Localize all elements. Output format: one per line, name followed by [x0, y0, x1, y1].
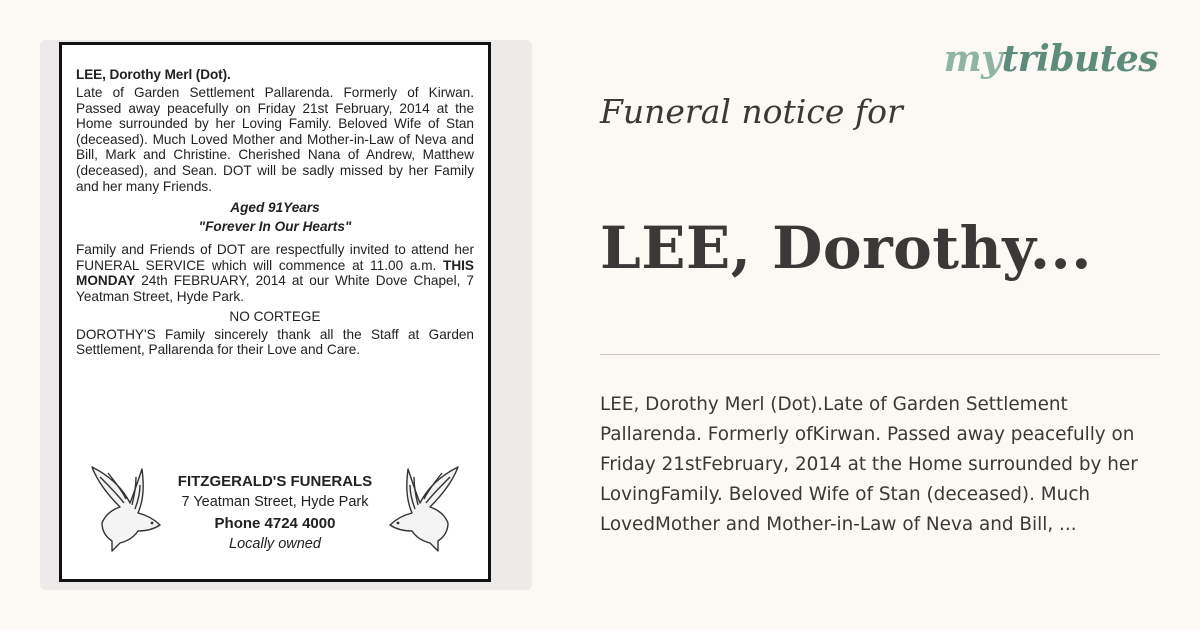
deceased-name: LEE, Dorothy...	[600, 214, 1092, 282]
service-text-end: 24th FEBRUARY, 2014 at our White Dove Chapel, 7 Yeatman Street, Hyde Park.	[76, 273, 474, 304]
notice-quote: "Forever In Our Hearts"	[198, 219, 352, 235]
funeral-director-details	[62, 471, 488, 555]
intro-text: Funeral notice for	[600, 92, 903, 131]
notice-frame	[59, 42, 491, 582]
funeral-director-address: 7 Yeatman Street, Hyde Park	[181, 494, 369, 510]
funeral-director-tagline: Locally owned	[229, 536, 321, 552]
service-day: THIS MONDAY	[76, 257, 474, 289]
notice-age: Aged 91Years	[230, 200, 320, 216]
funeral-director-phone: Phone 4724 4000	[214, 515, 336, 532]
service-text-start: Family and Friends of DOT are respectfully invited to attend her FUNERAL SERVICE which will commence at 11.00 a.m.	[76, 242, 474, 273]
divider	[600, 354, 1160, 355]
funeral-director-name: FITZGERALD'S FUNERALS	[177, 473, 373, 490]
logo-my: my	[943, 38, 1002, 80]
funeral-director-block	[62, 457, 488, 567]
notice-no-cortege: NO CORTEGE	[229, 308, 321, 324]
notice-service-details	[76, 242, 474, 304]
mytributes-logo	[944, 38, 1158, 80]
notice-thanks: DOROTHY'S Family sincerely thank all the Staff at Garden Settlement, Pallarenda for their Love and Care.	[76, 326, 474, 358]
notice-paragraph-details: Late of Garden Settlement Pallarenda. Formerly of Kirwan. Passed away peacefully on Friday 21st February, 2014 at the Home surrounded by her Loving Family. Beloved Wife of Stan (deceased). Much Loved Mother and Mother-in-Law of Neva and Bill, Mark and Christine. Cherished Nana of Andrew, Matthew (deceased), and Sean. DOT will be sadly missed by her Family and her many Friends.	[76, 85, 474, 194]
logo-tributes: tributes	[1001, 38, 1158, 80]
notice-image	[40, 40, 532, 590]
notice-excerpt: LEE, Dorothy Merl (Dot).Late of Garden Settlement Pallarenda. Formerly ofKirwan. Passed away peacefully on Friday 21stFebruary, 2014 at the Home surrounded by her LovingFamily. Beloved Wife of Stan (deceased). Much LovedMother and Mother-in-Law of Neva and Bill, ...	[600, 394, 1138, 535]
notice-heading: LEE, Dorothy Merl (Dot).	[76, 67, 231, 82]
